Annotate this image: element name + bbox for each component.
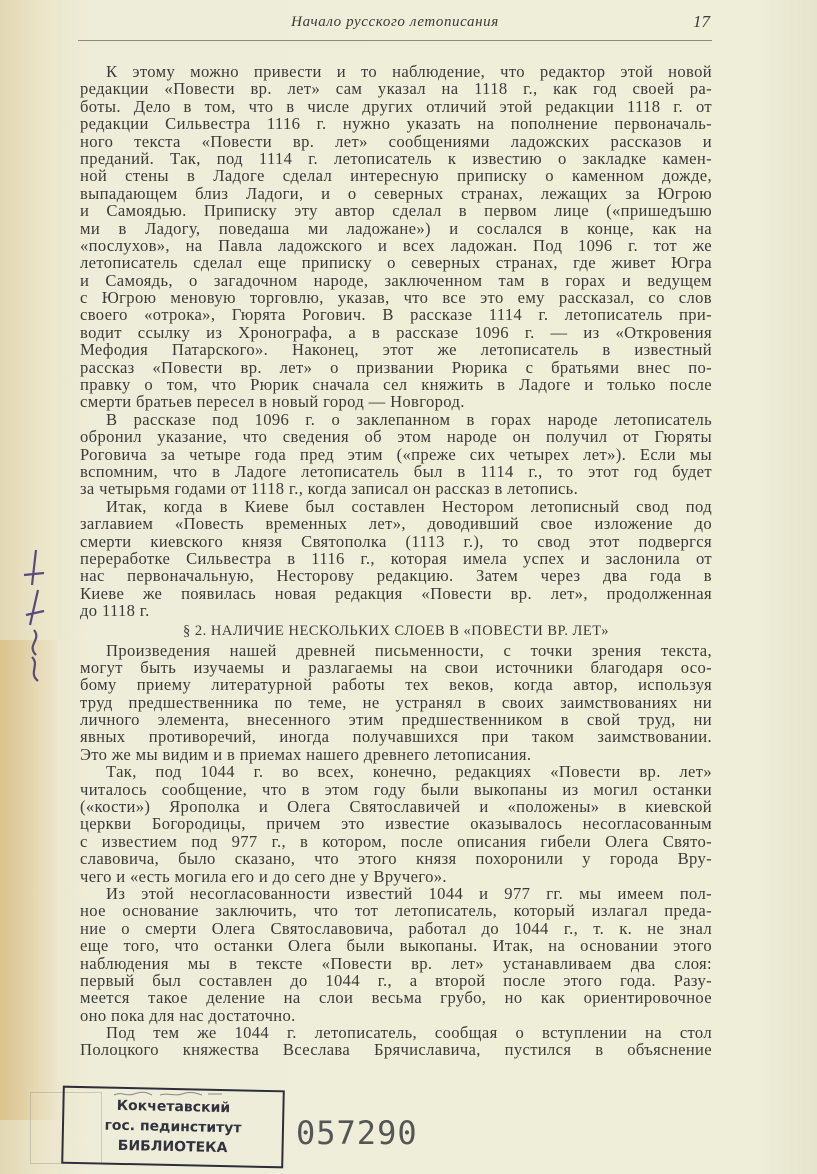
stamp-line: Кокчетавский (116, 1097, 231, 1117)
page-body (80, 63, 712, 1059)
inventory-number: 057290 (296, 1114, 418, 1152)
text-line: своего «отрока», Гюрята Рогович. В рассказе 1114 г. летописатель при- (80, 305, 712, 325)
text-line: редакции Сильвестра 1116 г. нужно указать на пополнение первоначаль- (80, 114, 712, 134)
text-line: ной стены в Ладоге сделал интересную приписку о каменном дожде, (80, 166, 712, 186)
text-line: («кости») Ярополка и Олега Святославичей и «положены» в киевской (80, 797, 712, 817)
text-line: и Самоядью. Приписку эту автор сделал в первом лице («пришедъшю (80, 201, 712, 221)
text-line: труд предшественника по теме, не устранял в своих заимствованиях ни (80, 692, 712, 712)
text-line: еще того, что останки Олега были выкопаны. Итак, на основании этого (80, 936, 712, 956)
text-line: смерти братьев пересел в новый город — Новгород. (80, 392, 465, 412)
running-title: Начало русского летописания (291, 14, 499, 30)
text-line: нас первоначальную, Несторову редакцию. Затем через два года в (80, 566, 712, 586)
text-line: читалось сообщение, что в этом году были выкопаны из могил останки (80, 779, 712, 799)
text-line: Итак, когда в Киеве был составлен Нестором летописный свод под (106, 496, 712, 516)
section-heading: § 2. НАЛИЧИЕ НЕСКОЛЬКИХ СЛОЕВ В «ПОВЕСТИ ВР. ЛЕТ» (183, 622, 609, 639)
text-line: за четырьмя годами от 1118 г., когда записал он рассказ в летопись. (80, 479, 579, 499)
text-line: выпадающем близ Ладоги, и о северных странах, лежащих за Югрою (80, 183, 712, 203)
text-line: вспомним, что в Ладоге летописатель был в 1114 г., то этот год будет (80, 461, 712, 481)
library-stamp (61, 1086, 285, 1169)
text-line: оно пока для нас достаточно. (80, 1005, 296, 1025)
text-line: смерти киевского князя Святополка (1113 г.), то свод этот подвергся (80, 531, 712, 551)
paragraph (80, 885, 712, 1024)
text-line: ного текста «Повести вр. лет» сообщениями ладожских рассказов и (80, 131, 712, 151)
text-line: церкви Богородицы, причем это известие оказывалось несогласованным (80, 814, 712, 834)
text-line: с известием под 977 г., в котором, после описания гибели Олега Свято- (80, 831, 712, 851)
text-line: Это же мы видим и в приемах нашего древнего летописания. (80, 744, 532, 764)
handwritten-margin-note (14, 545, 54, 685)
text-line: Киеве же появилась новая редакция «Повести вр. лет», продолженная (80, 583, 712, 603)
text-line: до 1118 г. (80, 601, 150, 621)
page-number: 17 (693, 12, 710, 31)
text-line: чего и «есть могила его и до сего дне у Вручего». (80, 866, 447, 886)
text-line: рассказ «Повести вр. лет» о призвании Рюрика с братьями внес по- (80, 357, 712, 377)
text-line: заглавием «Повесть временных лет», доводивший свое изложение до (80, 514, 712, 534)
text-line: Так, под 1044 г. во всех, конечно, редакциях «Повести вр. лет» (106, 762, 712, 782)
text-line: ми в Ладогу, поведаша ми ладожане») и сослался в конце, как на (80, 218, 712, 238)
text-line: переработке Сильвестра в 1116 г., которая имела успех и заслонила от (80, 548, 712, 568)
paragraph (80, 498, 712, 620)
text-line: К этому можно привести и то наблюдение, что редактор этой новой (106, 62, 712, 81)
text-line: летописатель сделал еще приписку о северных странах, где живет Югра (80, 253, 712, 273)
stamp-line: гос. пединститут (104, 1117, 242, 1137)
text-line: Из этой несогласованности известий 1044 и 977 гг. мы имеем пол- (106, 883, 712, 903)
paragraph (80, 1024, 712, 1059)
text-line: могут быть изучаемы и разлагаемы на свои источники благодаря осо- (80, 657, 712, 677)
text-line: бому приему литературной работы тех веков, когда автор, используя (80, 675, 712, 695)
text-line: Роговича за четыре года пред этим («преже сих четырех лет»). Если мы (80, 444, 712, 464)
text-line: и Самоядь, о загадочном народе, заключенном там в горах и ведущем (80, 270, 712, 290)
text-line: редакции «Повести вр. лет» сам указал на 1118 г., как год своей ра- (80, 79, 712, 99)
text-line: славовича, было сказано, что этого князя похоронили у города Вру- (80, 849, 712, 869)
text-line: ние о смерти Олега Святославовича, работал до 1044 г., т. к. не знал (80, 918, 712, 938)
text-line: ное основание заключить, что тот летописатель, который излагал преда- (80, 901, 712, 921)
text-line: правку о том, что Рюрик сначала сел княжить в Ладоге и только после (80, 375, 712, 395)
paragraph (80, 63, 712, 411)
text-line: водит ссылку из Хронографа, а в рассказе 1096 г. — из «Откровения (80, 322, 712, 342)
text-line: меется такое деление на слои весьма грубо, но как ориентировочное (80, 988, 712, 1008)
text-line: Мефодия Патарского». Наконец, этот же летописатель в известный (80, 340, 712, 360)
text-line: первый был составлен до 1044 г., а второй после этого года. Разу- (80, 970, 712, 990)
text-line: боты. Дело в том, что в числе других отличий этой редакции 1118 г. от (80, 96, 712, 116)
text-line: «послухов», на Павла ладожского и всех ладожан. Под 1096 г. тот же (80, 235, 712, 255)
stamp-line: БИБЛИОТЕКА (117, 1137, 228, 1157)
text-line: В рассказе под 1096 г. о заклепанном в горах народе летописатель (106, 409, 712, 429)
text-line: обронил указание, что сведения об этом народе он получил от Гюряты (80, 427, 712, 447)
text-line: Полоцкого княжества Всеслава Брячиславича, пустился в объяснение (80, 1040, 712, 1060)
text-line: с Югрою меновую торговлю, указав, что все это ему рассказал, со слов (80, 288, 712, 308)
paragraph (80, 411, 712, 498)
text-line: наблюдения мы в тексте «Повести вр. лет» устанавливаем два слоя: (80, 953, 712, 973)
text-line: Произведения нашей древней письменности, с точки зрения текста, (106, 640, 712, 660)
text-line: личного элемента, внесенного этим предшественником в свой труд, ни (80, 710, 712, 730)
text-line: явных противоречий, иногда получавшихся при таком заимствовании. (80, 727, 712, 747)
running-header (78, 10, 712, 41)
paragraph (80, 642, 712, 764)
paragraph (80, 763, 712, 885)
text-line: преданий. Так, под 1114 г. летописатель к известию о закладке камен- (80, 148, 712, 168)
text-line: Под тем же 1044 г. летописатель, сообщая о вступлении на стол (106, 1023, 712, 1043)
paper-stain (0, 640, 60, 1120)
